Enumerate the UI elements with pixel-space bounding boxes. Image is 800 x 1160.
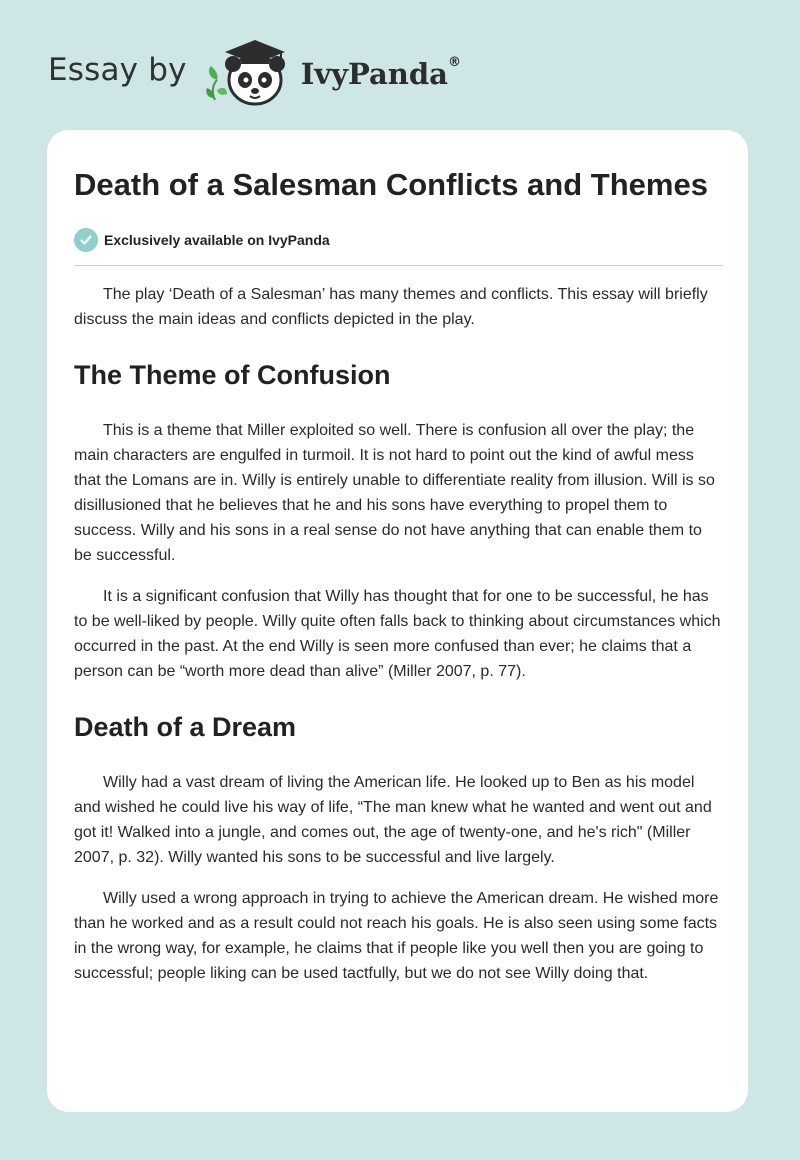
paragraph: This is a theme that Miller exploited so well. There is confusion all over the play; the main characters are engulfed in turmoil. It is not hard to point out the kind of awful mess that the Lomans are in. Willy is entirely unable to differentiate reality from illusion. Will is so disillusioned that he believes that he and his sons have everything to propel them to success. Willy and his sons in a real sense do not have anything that can enable them to be successful.	[74, 422, 715, 564]
section-heading-dream: Death of a Dream	[74, 712, 297, 742]
exclusive-badge	[74, 227, 724, 253]
paragraph: Willy used a wrong approach in trying to achieve the American dream. He wished more than he worked and as a result could not reach his goals. He is also seen using some facts in the wrong way, for example, he claims that if people like you well then you are going to successful; people liking can be used tactfully, but we do not see Willy doing that.	[74, 890, 719, 982]
exclusive-badge-text: Exclusively available on IvyPanda	[104, 232, 330, 248]
ivypanda-logo-icon[interactable]	[201, 34, 297, 110]
essay-content	[74, 164, 724, 986]
paragraph: It is a significant confusion that Willy has thought that for one to be successful, he has to be well-liked by people. Willy quite often falls back to thinking about circumstances which occurred in the past. At the end Willy is seen more confused than ever; he claims that a person can be “worth more dead than alive” (Miller 2007, p. 77).	[74, 588, 721, 680]
essay-card	[47, 130, 748, 1112]
intro-paragraph: The play ‘Death of a Salesman’ has many themes and conflicts. This essay will briefly discuss the main ideas and conflicts depicted in the play.	[74, 286, 708, 328]
section-heading-confusion: The Theme of Confusion	[74, 360, 391, 390]
checkmark-icon	[74, 228, 98, 252]
brand-name[interactable]	[301, 57, 461, 91]
page-title: Death of a Salesman Conflicts and Themes	[74, 167, 708, 202]
divider	[74, 265, 723, 266]
paragraph: Willy had a vast dream of living the American life. He looked up to Ben as his model and wished he could live his way of life, “The man knew what he wanted and went out and got it! Walked into a jungle, and comes out, the age of twenty-one, and he's rich" (Miller 2007, p. 32). Willy wanted his sons to be successful and live largely.	[74, 774, 712, 866]
site-header	[48, 34, 461, 110]
brand-name-text: IvyPanda	[300, 57, 448, 91]
registered-mark: ®	[447, 55, 461, 70]
essay-by-label: Essay by	[48, 52, 187, 88]
